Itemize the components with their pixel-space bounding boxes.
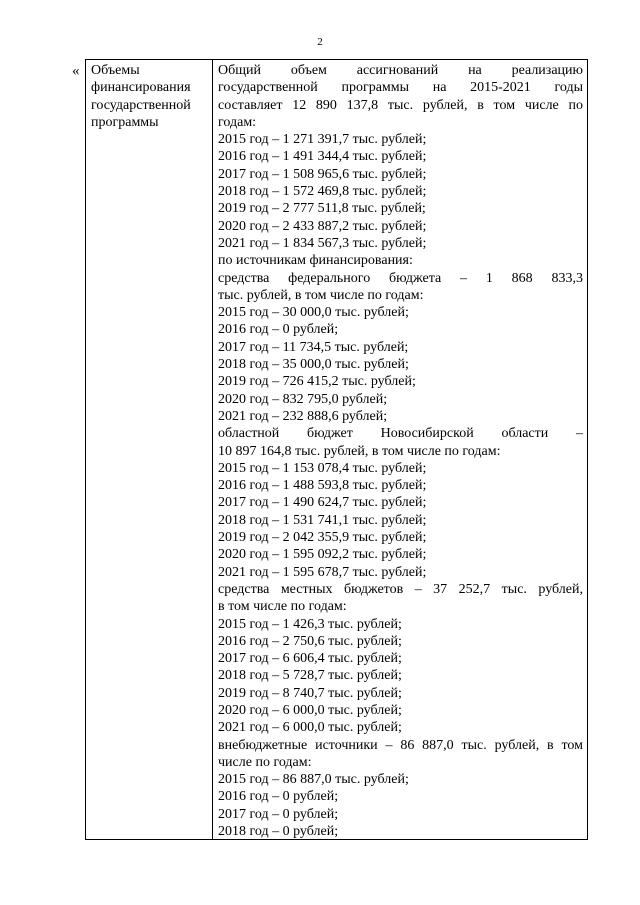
sources-heading: по источникам финансирования:	[218, 253, 413, 269]
extrabudget-year-line: 2017 год – 0 рублей;	[218, 806, 339, 822]
label-line: Объемы	[91, 63, 140, 78]
extrabudget-line: внебюджетные источники – 86 887,0 тыс. рублей, в том	[218, 737, 583, 753]
total-year-line: 2015 год – 1 271 391,7 тыс. рублей;	[218, 132, 427, 148]
federal-year-line: 2015 год – 30 000,0 тыс. рублей;	[218, 305, 409, 321]
local-year-line: 2015 год – 1 426,3 тыс. рублей;	[218, 616, 402, 632]
financing-table	[85, 59, 588, 840]
regional-line: 10 897 164,8 тыс. рублей, в том числе по годам:	[218, 443, 501, 459]
page-number: 2	[317, 36, 323, 48]
extrabudget-year-line: 2018 год – 0 рублей;	[218, 824, 339, 840]
label-line: программы	[91, 114, 159, 130]
total-year-line: 2020 год – 2 433 887,2 тыс. рублей;	[218, 218, 427, 234]
extrabudget-line: числе по годам:	[218, 754, 312, 770]
federal-year-line: 2019 год – 726 415,2 тыс. рублей;	[218, 374, 416, 390]
total-line: государственной программы на 2015-2021 годы	[218, 80, 583, 96]
total-line: составляет 12 890 137,8 тыс. рублей, в том числе по	[218, 97, 583, 113]
regional-year-line: 2019 год – 2 042 355,9 тыс. рублей;	[218, 530, 427, 546]
total-year-line: 2018 год – 1 572 469,8 тыс. рублей;	[218, 184, 427, 200]
local-year-line: 2018 год – 5 728,7 тыс. рублей;	[218, 668, 402, 684]
federal-line: тыс. рублей, в том числе по годам:	[218, 287, 424, 303]
regional-year-line: 2018 год – 1 531 741,1 тыс. рублей;	[218, 512, 427, 528]
federal-year-line: 2020 год – 832 795,0 рублей;	[218, 391, 388, 407]
total-year-line: 2019 год – 2 777 511,8 тыс. рублей;	[218, 201, 426, 217]
extrabudget-year-line: 2016 год – 0 рублей;	[218, 789, 339, 805]
table-label-cell	[86, 60, 213, 839]
local-line: в том числе по годам:	[218, 599, 347, 615]
federal-year-line: 2017 год – 11 734,5 тыс. рублей;	[218, 339, 409, 355]
local-year-line: 2021 год – 6 000,0 тыс. рублей;	[218, 720, 402, 736]
regional-year-line: 2020 год – 1 595 092,2 тыс. рублей;	[218, 547, 427, 563]
federal-line: средства федерального бюджета – 1 868 833,3	[218, 270, 583, 286]
federal-year-line: 2021 год – 232 888,6 рублей;	[218, 408, 388, 424]
total-year-line: 2016 год – 1 491 344,4 тыс. рублей;	[218, 149, 427, 165]
regional-year-line: 2021 год – 1 595 678,7 тыс. рублей;	[218, 564, 427, 580]
total-line: годам:	[218, 114, 257, 130]
federal-year-line: 2018 год – 35 000,0 тыс. рублей;	[218, 357, 409, 373]
label-line: финансирования	[91, 80, 191, 96]
opening-quote-mark: «	[72, 63, 80, 79]
local-line: средства местных бюджетов – 37 252,7 тыс. рублей,	[218, 581, 583, 597]
label-line: государственной	[91, 97, 191, 113]
table-content-cell	[213, 60, 587, 839]
local-year-line: 2020 год – 6 000,0 тыс. рублей;	[218, 702, 402, 718]
local-year-line: 2016 год – 2 750,6 тыс. рублей;	[218, 633, 402, 649]
regional-year-line: 2015 год – 1 153 078,4 тыс. рублей;	[218, 460, 427, 476]
federal-year-line: 2016 год – 0 рублей;	[218, 322, 339, 338]
regional-line: областной бюджет Новосибирской области –	[218, 426, 583, 442]
regional-year-line: 2017 год – 1 490 624,7 тыс. рублей;	[218, 495, 427, 511]
regional-year-line: 2016 год – 1 488 593,8 тыс. рублей;	[218, 478, 427, 494]
total-year-line: 2021 год – 1 834 567,3 тыс. рублей;	[218, 235, 427, 251]
extrabudget-year-line: 2015 год – 86 887,0 тыс. рублей;	[218, 772, 409, 788]
total-year-line: 2017 год – 1 508 965,6 тыс. рублей;	[218, 166, 427, 182]
local-year-line: 2019 год – 8 740,7 тыс. рублей;	[218, 685, 402, 701]
total-line: Общий объем ассигнований на реализацию	[218, 63, 583, 78]
local-year-line: 2017 год – 6 606,4 тыс. рублей;	[218, 651, 402, 667]
